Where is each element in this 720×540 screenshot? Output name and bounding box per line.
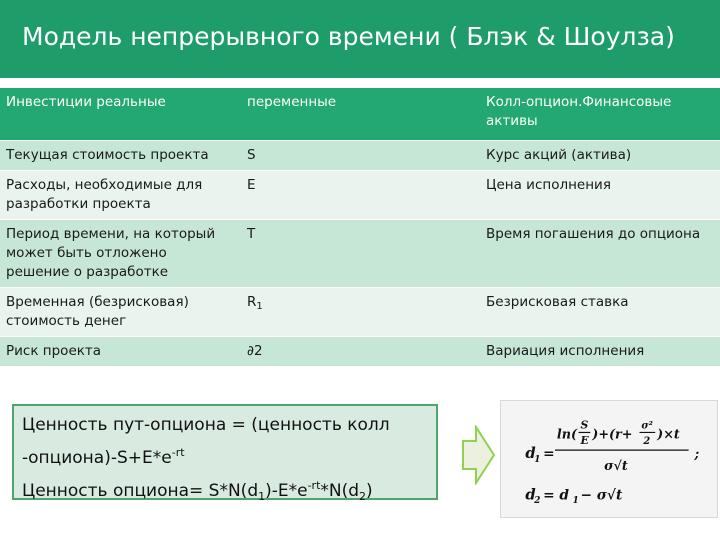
table-row bbox=[0, 337, 720, 367]
formula-text: -опциона)-S+E*e bbox=[22, 448, 172, 468]
cell-variable: ∂2 bbox=[240, 337, 480, 367]
table-row bbox=[0, 141, 720, 171]
formula-text: )-E*e bbox=[265, 481, 308, 501]
table-row bbox=[0, 288, 720, 337]
svg-text:= d: = d bbox=[543, 487, 570, 504]
formula-superscript: -rt bbox=[307, 479, 321, 492]
cell-investment: Период времени, на который может быть отложено решение о разработке bbox=[0, 220, 240, 288]
svg-text:)×t: )×t bbox=[657, 427, 680, 443]
variable-base: R bbox=[247, 294, 257, 310]
formula-subscript: 1 bbox=[258, 490, 266, 503]
black-scholes-d1-d2-formula-image bbox=[500, 400, 718, 518]
svg-text:E: E bbox=[580, 434, 589, 448]
cell-investment: Текущая стоимость проекта bbox=[0, 141, 240, 171]
formula-subscript: 2 bbox=[359, 490, 367, 503]
cell-variable: S bbox=[240, 141, 480, 171]
cell-financial: Курс акций (актива) bbox=[480, 141, 720, 171]
header-financial: Колл-опцион.Финансовые активы bbox=[480, 88, 720, 141]
table-row bbox=[0, 220, 720, 288]
formula-superscript: -rt bbox=[171, 446, 185, 459]
svg-text:=: = bbox=[543, 446, 555, 463]
svg-text:2: 2 bbox=[534, 496, 541, 507]
svg-text:S: S bbox=[580, 418, 589, 432]
svg-text:ln(: ln( bbox=[556, 427, 578, 443]
svg-text:1: 1 bbox=[572, 496, 579, 507]
cell-investment: Риск проекта bbox=[0, 337, 240, 367]
formula-text: Ценность опциона= S*N(d bbox=[22, 481, 259, 501]
cell-financial: Цена исполнения bbox=[480, 171, 720, 220]
variable-subscript: 1 bbox=[256, 301, 263, 312]
header-variable: переменные bbox=[240, 88, 480, 141]
formula-line-2 bbox=[22, 439, 428, 472]
right-arrow-icon bbox=[462, 425, 496, 485]
table-row bbox=[0, 171, 720, 220]
cell-investment: Временная (безрисковая) стоимость денег bbox=[0, 288, 240, 337]
svg-text:d: d bbox=[525, 486, 536, 504]
svg-text:)+(r+: )+(r+ bbox=[592, 427, 633, 443]
comparison-table bbox=[0, 88, 720, 366]
formula-text: ) bbox=[366, 481, 373, 501]
svg-text:2: 2 bbox=[643, 436, 651, 448]
svg-text:d: d bbox=[525, 445, 536, 463]
cell-variable: E bbox=[240, 171, 480, 220]
table-header-row bbox=[0, 88, 720, 141]
svg-text:− σ√t: − σ√t bbox=[580, 487, 623, 504]
cell-financial: Вариация исполнения bbox=[480, 337, 720, 367]
formula-line-3 bbox=[22, 472, 428, 510]
cell-investment: Расходы, необходимые для разработки проекта bbox=[0, 171, 240, 220]
page-title: Модель непрерывного времени ( Блэк & Шоулза) bbox=[22, 22, 675, 51]
option-value-formula-box bbox=[12, 404, 438, 503]
cell-financial: Безрисковая ставка bbox=[480, 288, 720, 337]
svg-text:1: 1 bbox=[534, 454, 541, 465]
svg-text:;: ; bbox=[694, 447, 700, 463]
header-investment: Инвестиции реальные bbox=[0, 88, 240, 141]
cell-variable: T bbox=[240, 220, 480, 288]
svg-text:σ²: σ² bbox=[641, 420, 654, 432]
title-bar bbox=[0, 0, 720, 78]
formula-line-1: Ценность пут-опциона = (ценность колл bbox=[22, 415, 390, 435]
svg-text:σ√t: σ√t bbox=[604, 458, 628, 474]
cell-variable bbox=[240, 288, 480, 337]
cell-financial: Время погашения до опциона bbox=[480, 220, 720, 288]
formula-text: *N(d bbox=[320, 481, 360, 501]
